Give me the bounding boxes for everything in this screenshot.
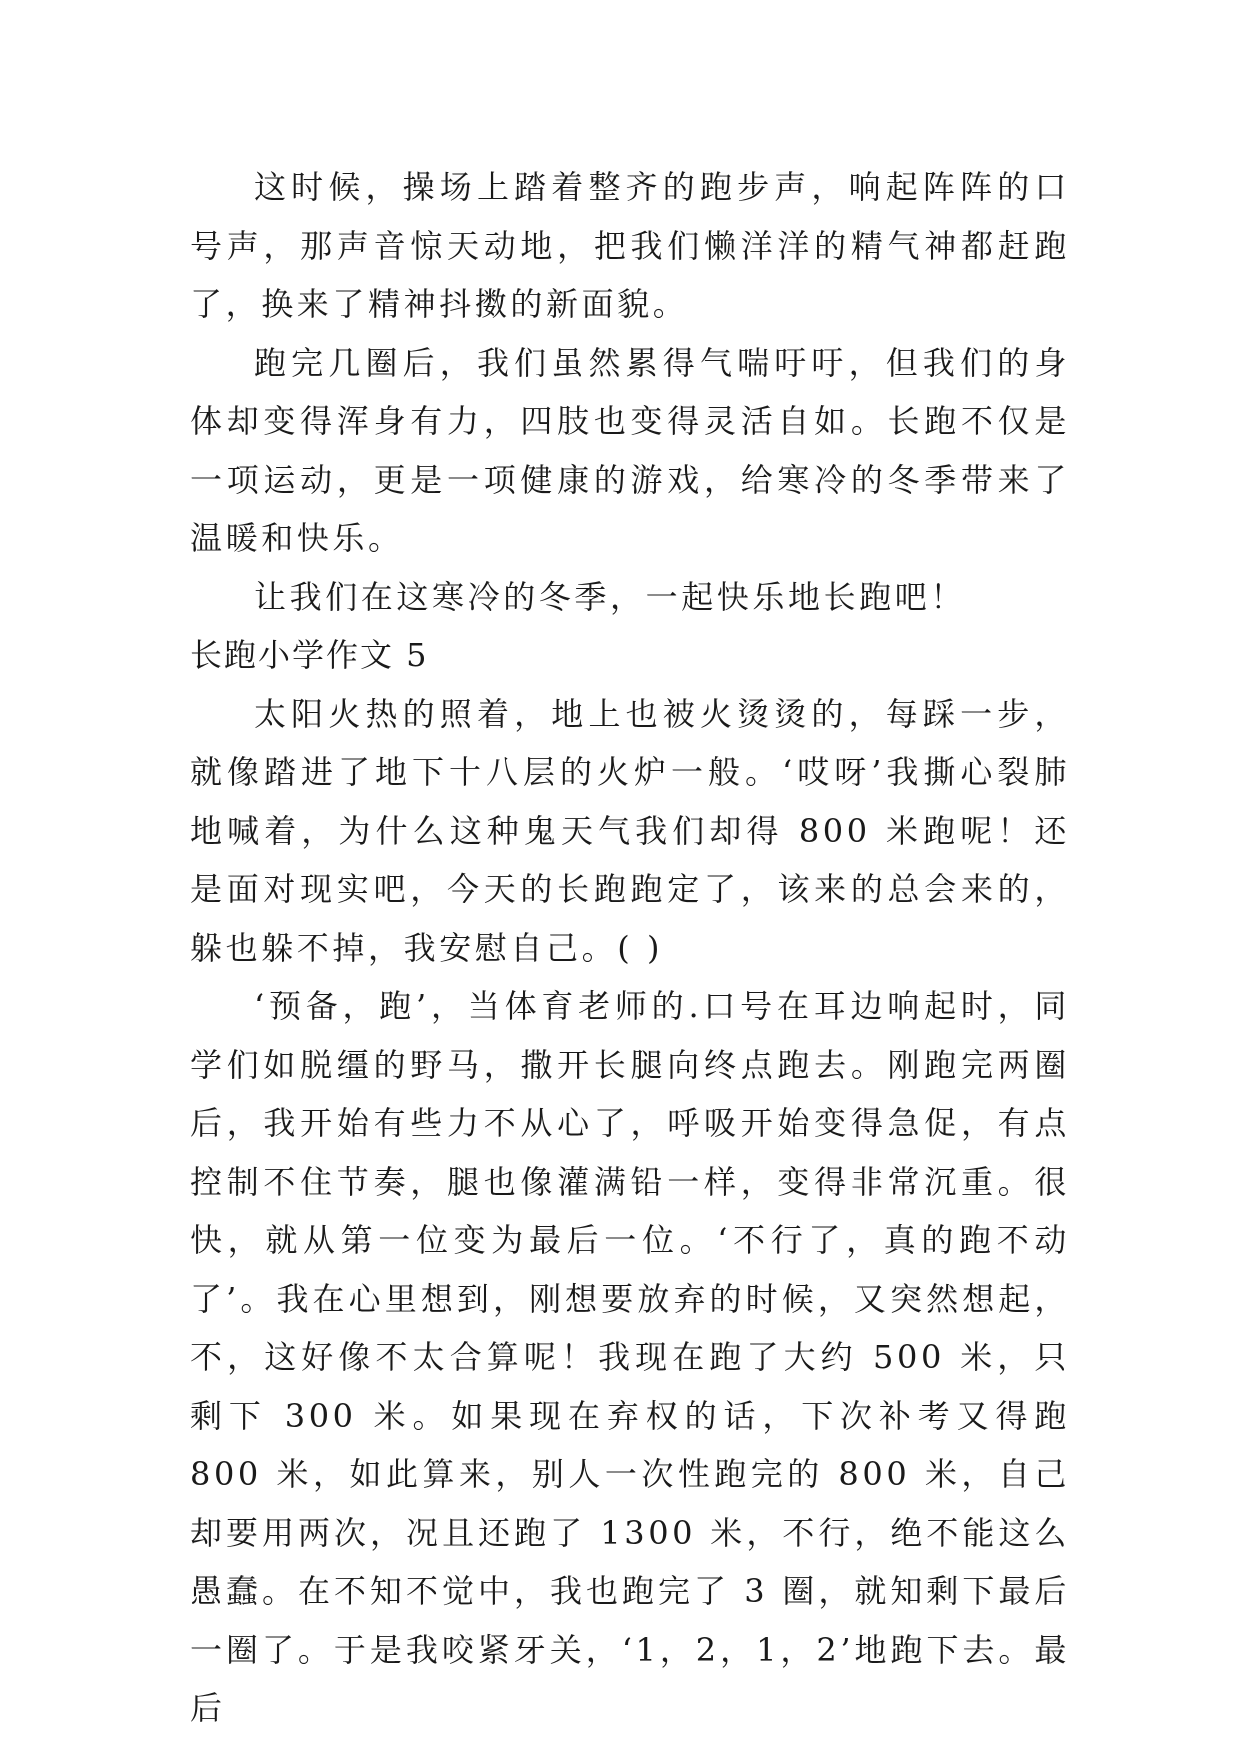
paragraph-after-laps: 跑完几圈后，我们虽然累得气喘吁吁，但我们的身体却变得浑身有力，四肢也变得灵活自如。长跑不仅是一项运动，更是一项健康的游戏，给寒冷的冬季带来了温暖和快乐。 [190,343,1070,557]
paragraph-race: ‘预备，跑’，当体育老师的.口号在耳边响起时，同学们如脱缰的野马，撒开长腿向终点跑去。刚跑完两圈后，我开始有些力不从心了，呼吸开始变得急促，有点控制不住节奏，腿也像灌满铅一样，变得非常沉重。很快，就从第一位变为最后一位。‘不行了，真的跑不动了’。我在心里想到，刚想要放弃的时候，又突然想起，不，这好像不太合算呢！我现在跑了大约 500 米，只剩下 300 米。如果现在弃权的话，下次补考又得跑 800 米，如此算来，别人一次性跑完的 800 米，自己却要用两次，况且还跑了 1300 米，不行，绝不能这么愚蠢。在不知不觉中，我也跑完了 3 圈，就知剩下最后一圈了。于是我咬紧牙关，‘1，2，1，2’地跑下去。最后 [190,987,1070,1727]
document-body [190,158,1070,1738]
essay-title: 长跑小学作文 5 [190,636,429,674]
paragraph-hot-sun: 太阳火热的照着，地上也被火烫烫的，每踩一步，就像踏进了地下十八层的火炉一般。‘哎呀’我撕心裂肺地喊着，为什么这种鬼天气我们却得 800 米跑呢！还是面对现实吧，今天的长跑跑定了，该来的总会来的，躲也躲不掉，我安慰自己。( ) [190,694,1070,967]
paragraph-playground-chant: 这时候，操场上踏着整齐的跑步声，响起阵阵的口号声，那声音惊天动地，把我们懒洋洋的精气神都赶跑了，换来了精神抖擞的新面貌。 [190,168,1070,323]
paragraph-closing: 让我们在这寒冷的冬季，一起快乐地长跑吧！ [254,577,967,616]
